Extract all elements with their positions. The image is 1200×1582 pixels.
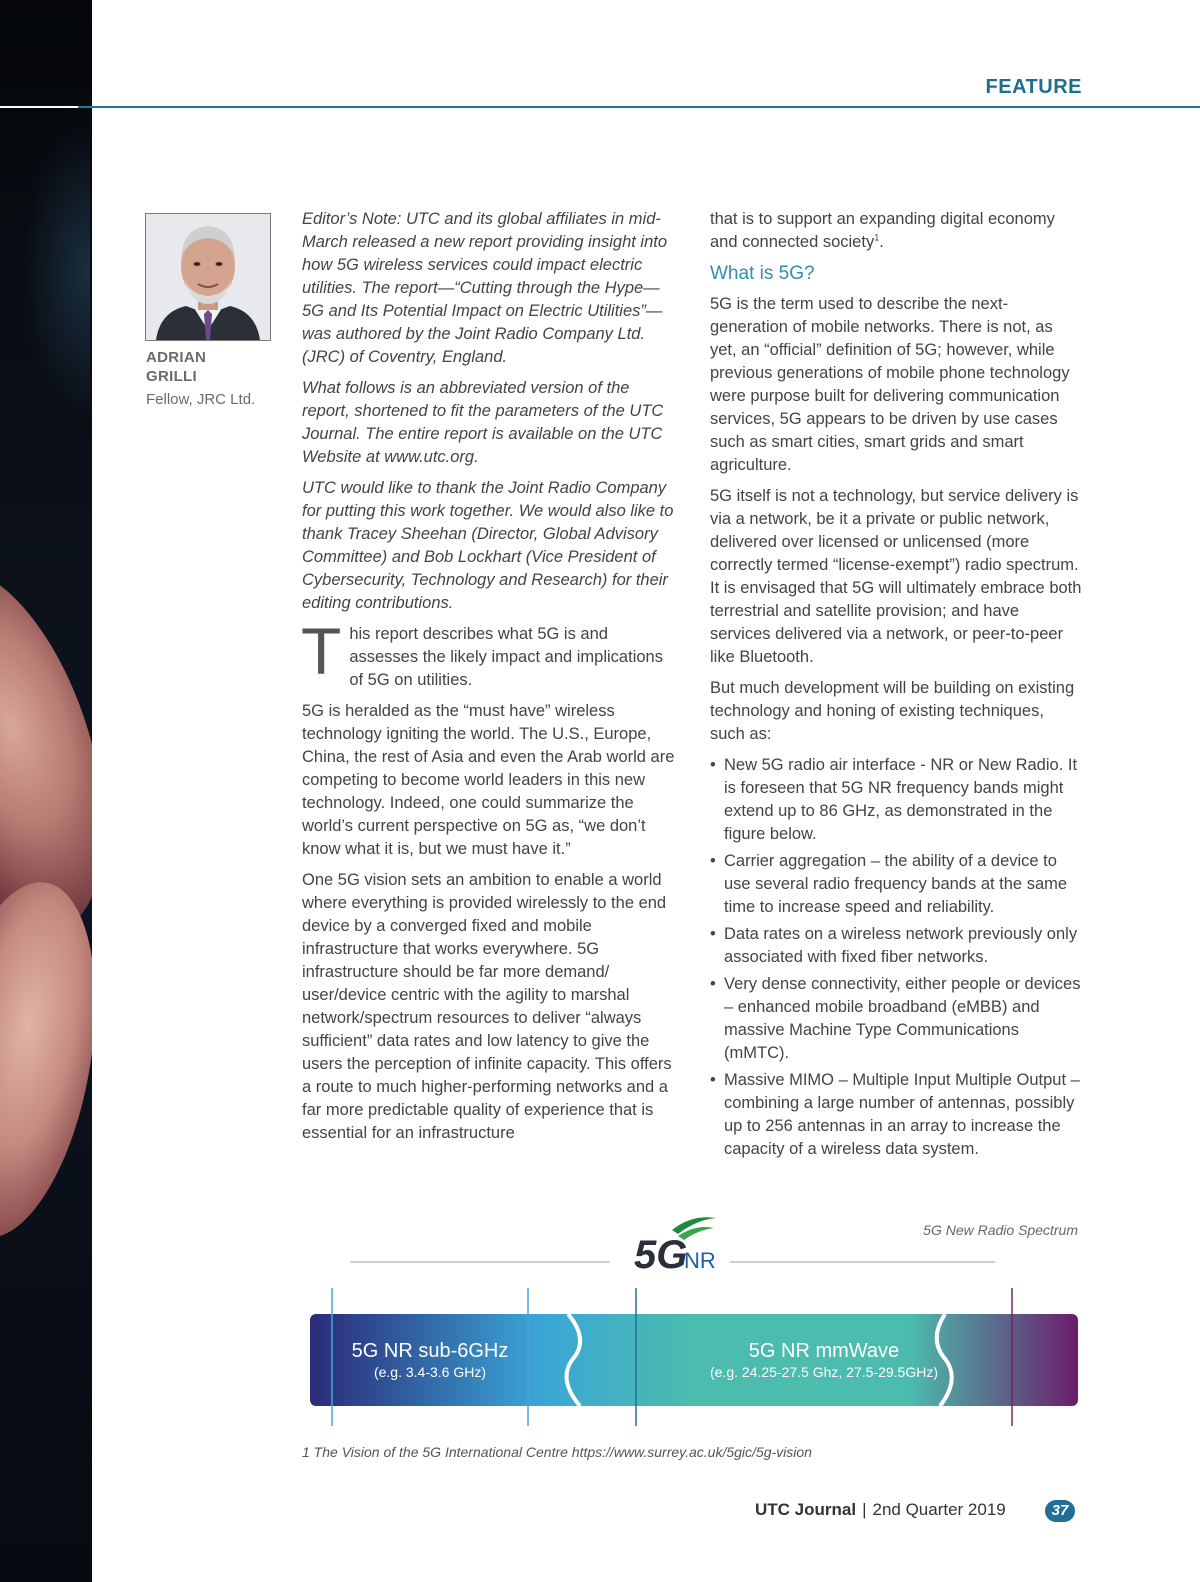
band-label-sub6: 5G NR sub-6GHz bbox=[351, 1340, 509, 1362]
intro-text: his report describes what 5G is and assesses the likely impact and implications of 5G on utilities. bbox=[349, 625, 663, 689]
author-title: Fellow, JRC Ltd. bbox=[146, 391, 256, 408]
continuation-text: that is to support an expanding digital economy and connected society bbox=[710, 210, 1055, 251]
intro-paragraph bbox=[301, 614, 680, 692]
body-paragraph-1: 5G is heralded as the “must have” wireless technology igniting the world. The U.S., Europe, China, the rest of Asia and even the Arab world are competing to become world leaders in this new technology. Indeed, one could summarize the world’s current perspective on 5G as, “we don’t know what it is, but we must have it.” bbox=[302, 702, 675, 858]
footnote-ref: 1 bbox=[874, 232, 880, 243]
band-label-mmwave: 5G NR mmWave bbox=[748, 1340, 900, 1362]
footer-separator: | bbox=[862, 1500, 867, 1519]
dropcap: T bbox=[301, 614, 342, 688]
body-paragraph-5: But much development will be building on existing technology and honing of existing techniques, such as: bbox=[710, 679, 1075, 743]
author-photo bbox=[145, 213, 271, 341]
cover-photo-strip bbox=[0, 0, 92, 1582]
band-sublabel-sub6: (e.g. 3.4-3.6 GHz) bbox=[373, 1364, 487, 1380]
body-paragraph-3: 5G is the term used to describe the next-generation of mobile networks. There is not, as yet, an “official” definition of 5G; however, while previous generations of mobile phone technology were purpose built for delivering communication services, 5G appears to be driven by use cases such as smart cities, smart grids and smart agriculture. bbox=[710, 295, 1070, 474]
figure-caption: 5G New Radio Spectrum bbox=[923, 1222, 1078, 1238]
editors-note-2: What follows is an abbreviated version of the report, shortened to fit the parameters of the UTC Journal. The entire report is available on the UTC Website at www.utc.org. bbox=[302, 379, 664, 466]
bullet-item: • Carrier aggregation – the ability of a device to use several radio frequency bands at the same time to increase speed and reliability. bbox=[710, 850, 1082, 919]
footer-publication: UTC Journal bbox=[755, 1500, 857, 1519]
author-first-name: ADRIAN bbox=[146, 349, 207, 366]
bullet-item: • Data rates on a wireless network previously only associated with fixed fiber networks. bbox=[710, 923, 1082, 969]
continuation-end: . bbox=[879, 233, 884, 251]
bullet-list bbox=[710, 754, 1082, 1161]
body-paragraph-4: 5G itself is not a technology, but service delivery is via a network, be it a private or public network, delivered over licensed or unlicensed (more correctly termed “license-exempt”) radio spectrum. It is envisaged that 5G will ultimately embrace both terrestrial and satellite provision; and have services delivered via a network, or peer-to-peer like Bluetooth. bbox=[710, 487, 1082, 666]
footer-issue: 2nd Quarter 2019 bbox=[872, 1500, 1006, 1519]
header-rule-left bbox=[0, 106, 78, 108]
editors-note-1: Editor’s Note: UTC and its global affiliates in mid-March released a new report providing insight into how 5G wireless services could impact electric utilities. The report—“Cutting through the Hype—5G and Its Potential Impact on Electric Utilities”—was authored by the Joint Radio Company Ltd. (JRC) of Coventry, England. bbox=[302, 210, 668, 366]
header-rule bbox=[78, 106, 1200, 108]
section-heading: What is 5G? bbox=[710, 263, 815, 284]
article-column-2 bbox=[710, 208, 1082, 1165]
logo-sub-text: NR bbox=[684, 1248, 716, 1272]
logo-main-text: 5G bbox=[634, 1233, 688, 1272]
section-label: FEATURE bbox=[985, 76, 1082, 98]
band-sublabel-mmwave: (e.g. 24.25-27.5 Ghz, 27.5-29.5GHz) bbox=[709, 1364, 939, 1380]
bullet-item: • Massive MIMO – Multiple Input Multiple Output – combining a large number of antennas, possibly up to 256 antennas in an array to increase the capacity of a wireless data system. bbox=[710, 1069, 1082, 1161]
page-footer bbox=[755, 1500, 1006, 1520]
bullet-item: • Very dense connectivity, either people or devices – enhanced mobile broadband (eMBB) and massive Machine Type Communications (mMTC). bbox=[710, 973, 1082, 1065]
continuation-paragraph bbox=[710, 208, 1082, 254]
author-last-name: GRILLI bbox=[146, 368, 197, 385]
body-paragraph-2: One 5G vision sets an ambition to enable a world where everything is provided wirelessly to the end device by a converged fixed and mobile infrastructure that works everywhere. 5G infrastructure should be far more demand/ user/device centric with the agility to marshal network/spectrum resources to deliver “always sufficient” data rates and low latency to give the users the perception of infinite capacity. This offers a route to much higher-performing networks and a far more predictable quality of experience that is essential for an infrastructure bbox=[302, 871, 672, 1142]
footnote: 1 The Vision of the 5G International Centre https://www.surrey.ac.uk/5gic/5g-vision bbox=[302, 1444, 812, 1460]
page-number: 37 bbox=[1045, 1500, 1075, 1522]
author-name bbox=[146, 348, 276, 386]
editors-note-3: UTC would like to thank the Joint Radio Company for putting this work together. We would also like to thank Tracey Sheehan (Director, Global Advisory Committee) and Bob Lockhart (Vice President of Cybersecurity, Technology and Research) for their editing contributions. bbox=[302, 479, 674, 612]
bullet-item: • New 5G radio air interface - NR or New Radio. It is foreseen that 5G NR frequency bands might extend up to 86 GHz, as demonstrated in the figure below. bbox=[710, 754, 1082, 846]
article-column-1 bbox=[302, 208, 680, 1153]
spectrum-diagram bbox=[300, 1250, 1090, 1440]
